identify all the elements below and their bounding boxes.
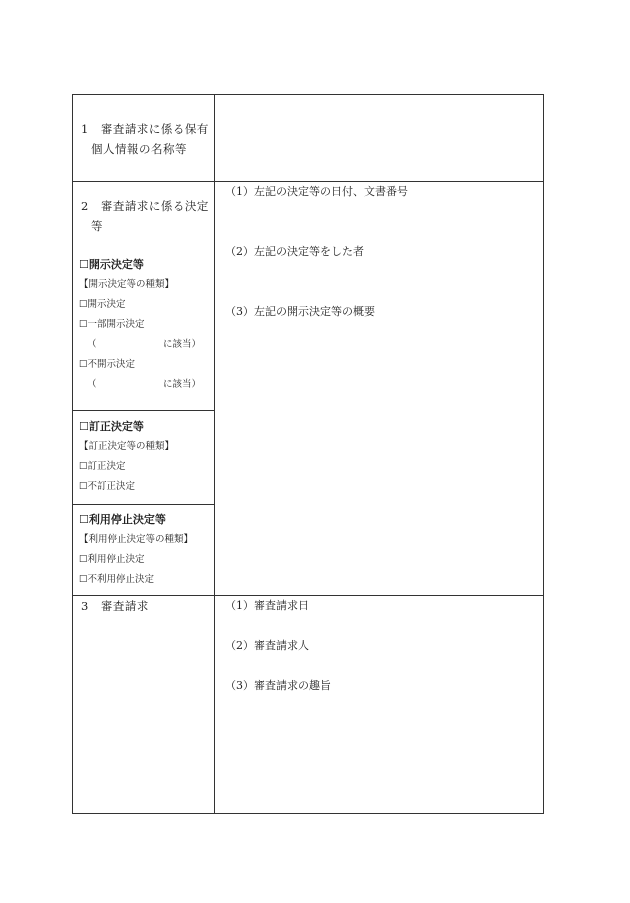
request-form-table [72, 94, 544, 814]
request-date-item: （1）審査請求日 [225, 599, 309, 612]
suspension-option-no-suspend[interactable]: ☐不利用停止決定 [79, 574, 155, 585]
decision-date-number-item: （1）左記の決定等の日付、文書番号 [225, 185, 408, 198]
row1-content-cell[interactable] [215, 95, 543, 181]
row-divider-2 [73, 595, 543, 596]
correction-type-header: 【訂正決定等の種類】 [79, 441, 175, 452]
section-divider-correction [73, 410, 214, 411]
suspension-option-suspend[interactable]: ☐利用停止決定 [79, 554, 145, 565]
column-divider [214, 95, 215, 813]
row1-label-line2: 個人情報の名称等 [91, 142, 187, 156]
disclosure-none-reason[interactable]: （ に該当） [87, 379, 202, 390]
request-purpose-item: （3）審査請求の趣旨 [225, 679, 331, 692]
disclosure-option-full[interactable]: ☐開示決定 [79, 299, 126, 310]
row2-label-line2: 等 [91, 219, 103, 233]
requester-item: （2）審査請求人 [225, 639, 309, 652]
decision-maker-item: （2）左記の決定等をした者 [225, 245, 364, 258]
row2-label-line1: 2 審査請求に係る決定 [81, 199, 209, 213]
section-divider-suspension [73, 504, 214, 505]
row-divider-1 [73, 181, 543, 182]
correction-option-correct[interactable]: ☐訂正決定 [79, 461, 126, 472]
correction-option-no-correct[interactable]: ☐不訂正決定 [79, 481, 136, 492]
disclosure-partial-reason[interactable]: （ に該当） [87, 339, 202, 350]
row3-label: 3 審査請求 [81, 599, 149, 613]
disclosure-option-partial[interactable]: ☐一部開示決定 [79, 319, 145, 330]
disclosure-decision-checkbox[interactable]: ☐開示決定等 [79, 258, 144, 271]
row1-label-line1: 1 審査請求に係る保有 [81, 122, 209, 136]
suspension-decision-checkbox[interactable]: ☐利用停止決定等 [79, 513, 166, 526]
disclosure-option-none[interactable]: ☐不開示決定 [79, 359, 136, 370]
suspension-type-header: 【利用停止決定等の種類】 [79, 534, 194, 545]
disclosure-type-header: 【開示決定等の種類】 [79, 279, 175, 290]
decision-summary-item: （3）左記の開示決定等の概要 [225, 305, 375, 318]
correction-decision-checkbox[interactable]: ☐訂正決定等 [79, 420, 144, 433]
